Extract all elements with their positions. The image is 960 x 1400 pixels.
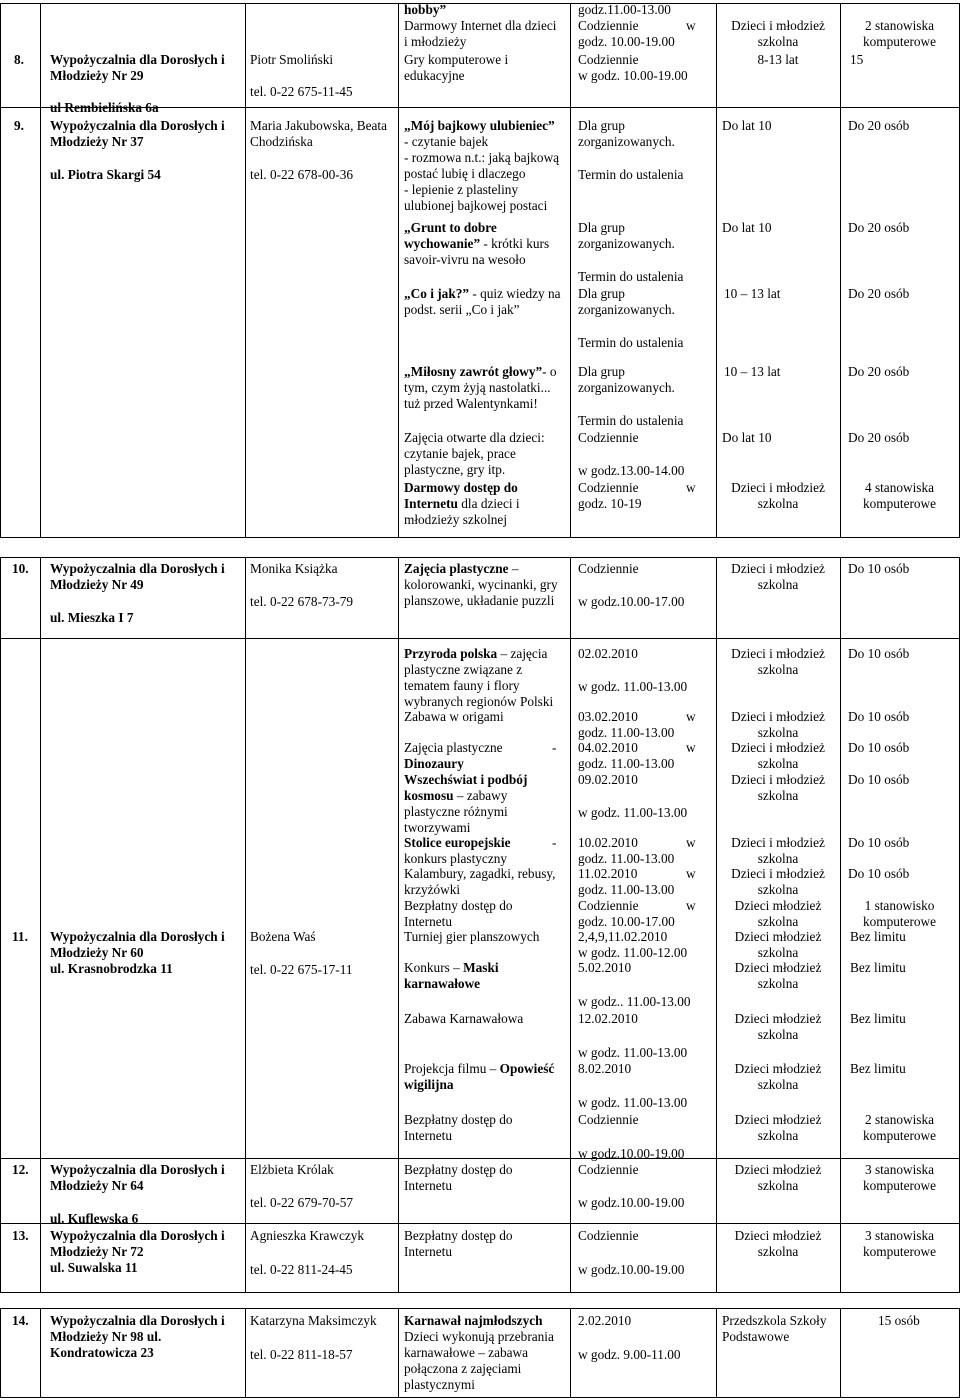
contact-person: Piotr Smoliński <box>250 52 334 67</box>
event-time: godz. 11.00-13.00 <box>578 851 675 866</box>
event-time: w godz. 11.00-12.00 <box>578 945 688 960</box>
event-audience: Dzieci i młodzież <box>731 772 825 787</box>
event-audience: Podstawowe <box>722 1329 790 1344</box>
event-capacity: 2 stanowiska <box>864 1112 935 1127</box>
event-capacity: 15 osób <box>878 1313 920 1328</box>
event-desc: - rozmowa n.t.: jaką bajkową <box>404 150 560 165</box>
event-title: Zajęcia plastyczne – <box>404 561 519 576</box>
event-time: Dla grup <box>578 286 625 301</box>
event-audience: szkolna <box>757 945 799 960</box>
event-time: w godz.10.00-17.00 <box>578 594 685 609</box>
event-title: i młodzieży <box>404 34 467 49</box>
contact-person: Elżbieta Królak <box>250 1162 334 1177</box>
event-audience: szkolna <box>757 1128 799 1143</box>
event-desc: połączona z zajęciami <box>404 1361 522 1376</box>
event-title: - <box>552 835 557 850</box>
event-time: 04.02.2010 <box>578 740 638 755</box>
event-audience: 8-13 lat <box>757 52 799 67</box>
event-time: w <box>686 480 696 495</box>
event-time: w <box>686 740 696 755</box>
event-audience: Dzieci i młodzież <box>731 835 825 850</box>
event-time: zorganizowanych. <box>578 236 675 251</box>
event-time: w godz.10.00-19.00 <box>578 1195 685 1210</box>
library-address: ul Rembielińska 6a <box>50 100 159 115</box>
event-time: w godz. 11.00-13.00 <box>578 1045 688 1060</box>
event-audience: szkolna <box>757 851 799 866</box>
event-desc: Dzieci wykonują przebrania <box>404 1329 554 1344</box>
event-capacity: 3 stanowiska <box>864 1228 935 1243</box>
event-time: Codziennie <box>578 1112 639 1127</box>
event-title: Zajęcia plastyczne <box>404 740 503 755</box>
event-time: w godz. 11.00-13.00 <box>578 679 688 694</box>
contact-phone: tel. 0-22 679-70-57 <box>250 1195 354 1210</box>
event-audience: szkolna <box>757 1027 799 1042</box>
event-time: godz.11.00-13.00 <box>578 2 671 17</box>
event-audience: Przedszkola Szkoły <box>722 1313 827 1328</box>
event-desc: plastyczne różnymi <box>404 804 508 819</box>
event-desc: karnawałowe – zabawa <box>404 1345 529 1360</box>
event-desc: wybranych regionów Polski <box>404 694 554 709</box>
event-title: Turniej gier planszowych <box>404 929 540 944</box>
event-audience: szkolna <box>757 1077 799 1092</box>
library-address: ul. Piotra Skargi 54 <box>50 167 161 182</box>
event-title: Internetu <box>404 914 452 929</box>
event-capacity: 2 stanowiska <box>864 18 935 33</box>
event-title: Internetu <box>404 1128 452 1143</box>
event-audience: szkolna <box>757 976 799 991</box>
library-name: Młodzieży Nr 49 <box>50 577 144 592</box>
event-time: Codziennie <box>578 898 639 913</box>
library-name: Młodzieży Nr 29 <box>50 68 144 83</box>
event-desc: tworzywami <box>404 820 471 835</box>
event-time: zorganizowanych. <box>578 302 675 317</box>
event-audience: Dzieci młodzież <box>734 1228 822 1243</box>
event-time: Codziennie <box>578 430 639 445</box>
event-time: 03.02.2010 <box>578 709 638 724</box>
event-audience: szkolna <box>757 725 799 740</box>
event-time: 12.02.2010 <box>578 1011 638 1026</box>
event-title: czytanie bajek, prace <box>404 446 516 461</box>
event-time: 2,4,9,11.02.2010 <box>578 929 668 944</box>
library-name: Młodzieży Nr 60 <box>50 945 144 960</box>
event-audience: Do lat 10 <box>722 430 772 445</box>
library-address: ul. Krasnobrodzka 11 <box>50 961 173 976</box>
event-desc: tuż przed Walentynkami! <box>404 396 538 411</box>
event-time: Dla grup <box>578 364 625 379</box>
event-audience: szkolna <box>757 496 799 511</box>
event-capacity: 3 stanowiska <box>864 1162 935 1177</box>
library-name: Wypożyczalnia dla Dorosłych i <box>50 1162 225 1177</box>
event-capacity: Bez limitu <box>850 929 906 944</box>
event-time: w godz. 10.00-19.00 <box>578 68 688 83</box>
event-capacity: Do 10 osób <box>848 646 910 661</box>
event-title: wigilijna <box>404 1077 454 1092</box>
event-desc: - czytanie bajek <box>404 134 489 149</box>
event-desc: konkurs plastyczny <box>404 851 508 866</box>
row-number: 13. <box>12 1228 29 1243</box>
event-title: „Miłosny zawrót głowy”- o <box>404 364 557 379</box>
event-audience: Dzieci młodzież <box>734 1112 822 1127</box>
contact-phone: tel. 0-22 811-18-57 <box>250 1347 353 1362</box>
library-name: Wypożyczalnia dla Dorosłych i <box>50 561 225 576</box>
event-capacity: komputerowe <box>862 34 937 49</box>
event-title: Bezpłatny dostęp do <box>404 1162 513 1177</box>
event-time: w <box>686 835 696 850</box>
contact-phone: tel. 0-22 675-17-11 <box>250 962 353 977</box>
event-time: Codziennie <box>578 52 639 67</box>
event-capacity: komputerowe <box>862 496 937 511</box>
event-title: wychowanie” - krótki kurs <box>404 236 550 251</box>
event-desc: plastyczne związane z <box>404 662 523 677</box>
event-time: 09.02.2010 <box>578 772 638 787</box>
event-time: godz. 10.00-17.00 <box>578 914 675 929</box>
event-audience: szkolna <box>757 788 799 803</box>
event-desc: plastycznymi <box>404 1377 475 1392</box>
event-capacity: 4 stanowiska <box>864 480 935 495</box>
event-title: Wszechświat i podbój <box>404 772 528 787</box>
event-capacity: komputerowe <box>862 914 937 929</box>
event-audience: szkolna <box>757 1178 799 1193</box>
library-address: ul. Suwalska 11 <box>50 1260 138 1275</box>
event-capacity: 15 <box>850 52 864 67</box>
event-time: Termin do ustalenia <box>578 335 684 350</box>
event-audience: Do lat 10 <box>722 118 772 133</box>
event-title: Zabawa Karnawałowa <box>404 1011 524 1026</box>
event-title: Bezpłatny dostęp do <box>404 898 513 913</box>
event-capacity: Do 20 osób <box>848 430 910 445</box>
event-time: 8.02.2010 <box>578 1061 632 1076</box>
event-time: Termin do ustalenia <box>578 167 684 182</box>
row-number: 8. <box>14 52 24 67</box>
event-capacity: komputerowe <box>862 1178 937 1193</box>
event-capacity: komputerowe <box>862 1128 937 1143</box>
event-title: Internetu dla dzieci i <box>404 496 520 511</box>
event-time: Codziennie <box>578 1228 639 1243</box>
event-desc: ulubionej bajkowej postaci <box>404 198 548 213</box>
event-desc: tematem fauny i flory <box>404 678 520 693</box>
event-audience: Dzieci i młodzież <box>731 709 825 724</box>
event-title: „Co i jak?” - quiz wiedzy na <box>404 286 561 301</box>
library-name: Młodzieży Nr 64 <box>50 1178 144 1193</box>
contact-phone: tel. 0-22 811-24-45 <box>250 1262 353 1277</box>
event-time: godz. 10-19 <box>578 496 642 511</box>
event-time: godz. 10.00-19.00 <box>578 34 675 49</box>
event-time: w godz. 9.00-11.00 <box>578 1347 681 1362</box>
event-title: „Mój bajkowy ulubieniec” <box>404 118 555 133</box>
event-title: Darmowy dostęp do <box>404 480 518 495</box>
row-number: 11. <box>12 929 28 944</box>
event-audience: Dzieci młodzież <box>734 929 822 944</box>
contact-person: Chodzińska <box>250 134 313 149</box>
event-audience: Dzieci młodzież <box>734 1162 822 1177</box>
event-time: zorganizowanych. <box>578 134 675 149</box>
contact-phone: tel. 0-22 678-00-36 <box>250 167 354 182</box>
event-title: edukacyjne <box>404 68 465 83</box>
event-capacity: Do 10 osób <box>848 835 910 850</box>
event-time: w <box>686 18 696 33</box>
event-capacity: Bez limitu <box>850 1061 906 1076</box>
library-name: Wypożyczalnia dla Dorosłych i <box>50 52 225 67</box>
library-name: Młodzieży Nr 72 <box>50 1244 144 1259</box>
event-audience: szkolna <box>757 34 799 49</box>
event-audience: Dzieci i młodzież <box>731 561 825 576</box>
event-audience: Dzieci młodzież <box>734 1061 822 1076</box>
row-number: 14. <box>12 1313 29 1328</box>
event-title: Internetu <box>404 1244 452 1259</box>
event-audience: Do lat 10 <box>722 220 772 235</box>
contact-phone: tel. 0-22 675-11-45 <box>250 84 353 99</box>
event-capacity: Bez limitu <box>850 1011 906 1026</box>
event-title: Projekcja filmu – Opowieść <box>404 1061 555 1076</box>
event-title: Konkurs – Maski <box>404 960 499 975</box>
event-audience: 10 – 13 lat <box>724 286 781 301</box>
event-desc: kolorowanki, wycinanki, gry <box>404 577 558 592</box>
event-audience: Dzieci i młodzież <box>731 866 825 881</box>
event-time: 2.02.2010 <box>578 1313 632 1328</box>
contact-person: Bożena Waś <box>250 929 316 944</box>
event-title: Przyroda polska – zajęcia <box>404 646 548 661</box>
event-title: Bezpłatny dostęp do <box>404 1112 513 1127</box>
event-audience: szkolna <box>757 914 799 929</box>
event-audience: szkolna <box>757 662 799 677</box>
library-name: Kondratowicza 23 <box>50 1345 154 1360</box>
event-capacity: Do 10 osób <box>848 866 910 881</box>
event-time: w <box>686 709 696 724</box>
event-time: w <box>686 898 696 913</box>
event-time: 02.02.2010 <box>578 646 638 661</box>
event-time: w godz.10.00-19.00 <box>578 1146 685 1161</box>
event-capacity: Do 20 osób <box>848 364 910 379</box>
event-title: krzyżówki <box>404 882 461 897</box>
event-title: karnawałowe <box>404 976 481 991</box>
row-number: 12. <box>12 1162 29 1177</box>
event-audience: szkolna <box>757 1244 799 1259</box>
event-audience: Dzieci młodzież <box>734 960 822 975</box>
event-time: Codziennie <box>578 480 639 495</box>
event-time: 11.02.2010 <box>578 866 638 881</box>
event-time: Codziennie <box>578 1162 639 1177</box>
event-time: Codziennie <box>578 18 639 33</box>
event-audience: Dzieci i młodzież <box>731 646 825 661</box>
event-desc: - lepienie z plasteliny <box>404 182 519 197</box>
event-capacity: Do 10 osób <box>848 561 910 576</box>
event-title: plastyczne, gry itp. <box>404 462 506 477</box>
library-name: Wypożyczalnia dla Dorosłych i <box>50 118 225 133</box>
event-capacity: Do 10 osób <box>848 740 910 755</box>
event-capacity: Do 20 osób <box>848 286 910 301</box>
row-number: 10. <box>12 561 29 576</box>
library-name: Młodzieży Nr 98 ul. <box>50 1329 162 1344</box>
event-title: „Grunt to dobre <box>404 220 497 235</box>
contact-person: Katarzyna Maksimczyk <box>250 1313 377 1328</box>
event-title: Karnawał najmłodszych <box>404 1313 543 1328</box>
event-capacity: Bez limitu <box>850 960 906 975</box>
event-audience: szkolna <box>757 882 799 897</box>
library-address: ul. Kuflewska 6 <box>50 1211 139 1226</box>
event-capacity: komputerowe <box>862 1244 937 1259</box>
event-title: Dinozaury <box>404 756 464 771</box>
event-title: - <box>552 740 557 755</box>
event-title: Zajęcia otwarte dla dzieci: <box>404 430 545 445</box>
event-desc: tym, czym żyją nastolatki... <box>404 380 551 395</box>
event-audience: Dzieci i młodzież <box>731 480 825 495</box>
event-title: Gry komputerowe i <box>404 52 509 67</box>
event-title: Bezpłatny dostęp do <box>404 1228 513 1243</box>
event-time: w godz.10.00-19.00 <box>578 1262 685 1277</box>
contact-phone: tel. 0-22 678-73-79 <box>250 594 354 609</box>
event-title: kosmosu – zabawy <box>404 788 508 803</box>
library-name: Wypożyczalnia dla Dorosłych i <box>50 1228 225 1243</box>
library-name: Wypożyczalnia dla Dorosłych i <box>50 1313 225 1328</box>
row-number: 9. <box>14 118 24 133</box>
event-audience: 10 – 13 lat <box>724 364 781 379</box>
event-title: hobby” <box>404 2 447 17</box>
event-time: Dla grup <box>578 118 625 133</box>
event-capacity: Do 20 osób <box>848 118 910 133</box>
event-time: Codziennie <box>578 561 639 576</box>
event-time: Termin do ustalenia <box>578 269 684 284</box>
library-name: Wypożyczalnia dla Dorosłych i <box>50 929 225 944</box>
event-time: Termin do ustalenia <box>578 413 684 428</box>
event-time: 10.02.2010 <box>578 835 638 850</box>
event-time: w godz.. 11.00-13.00 <box>578 994 691 1009</box>
event-time: w godz.13.00-14.00 <box>578 463 685 478</box>
event-title: Kalambury, zagadki, rebusy, <box>404 866 556 881</box>
event-desc: postać lubię i dlaczego <box>404 166 526 181</box>
contact-person: Agnieszka Krawczyk <box>250 1228 365 1243</box>
event-title: Darmowy Internet dla dzieci <box>404 18 557 33</box>
event-audience: szkolna <box>757 577 799 592</box>
event-audience: Dzieci i młodzież <box>731 18 825 33</box>
contact-person: Maria Jakubowska, Beata <box>250 118 387 133</box>
event-time: zorganizowanych. <box>578 380 675 395</box>
event-time: w <box>686 866 696 881</box>
library-name: Młodzieży Nr 37 <box>50 134 144 149</box>
event-audience: Dzieci młodzież <box>734 898 822 913</box>
event-title: Internetu <box>404 1178 452 1193</box>
event-capacity: Do 10 osób <box>848 772 910 787</box>
event-time: godz. 11.00-13.00 <box>578 725 675 740</box>
event-audience: szkolna <box>757 756 799 771</box>
event-time: Dla grup <box>578 220 625 235</box>
event-desc: młodzieży szkolnej <box>404 512 508 527</box>
event-time: w godz. 11.00-13.00 <box>578 805 688 820</box>
event-capacity: 1 stanowisko <box>864 898 935 913</box>
event-title: Zabawa w origami <box>404 709 504 724</box>
event-title: Stolice europejskie <box>404 835 511 850</box>
event-time: godz. 11.00-13.00 <box>578 756 675 771</box>
library-address: ul. Mieszka I 7 <box>50 610 134 625</box>
event-desc: podst. serii „Co i jak” <box>404 302 520 317</box>
event-desc: savoir-vivru na wesoło <box>404 252 526 267</box>
event-audience: Dzieci młodzież <box>734 1011 822 1026</box>
event-time: w godz. 11.00-13.00 <box>578 1095 688 1110</box>
event-time: 5.02.2010 <box>578 960 632 975</box>
event-time: godz. 11.00-13.00 <box>578 882 675 897</box>
event-capacity: Do 10 osób <box>848 709 910 724</box>
contact-person: Monika Książka <box>250 561 338 576</box>
event-audience: Dzieci i młodzież <box>731 740 825 755</box>
event-capacity: Do 20 osób <box>848 220 910 235</box>
event-desc: planszowe, układanie puzzli <box>404 593 555 608</box>
